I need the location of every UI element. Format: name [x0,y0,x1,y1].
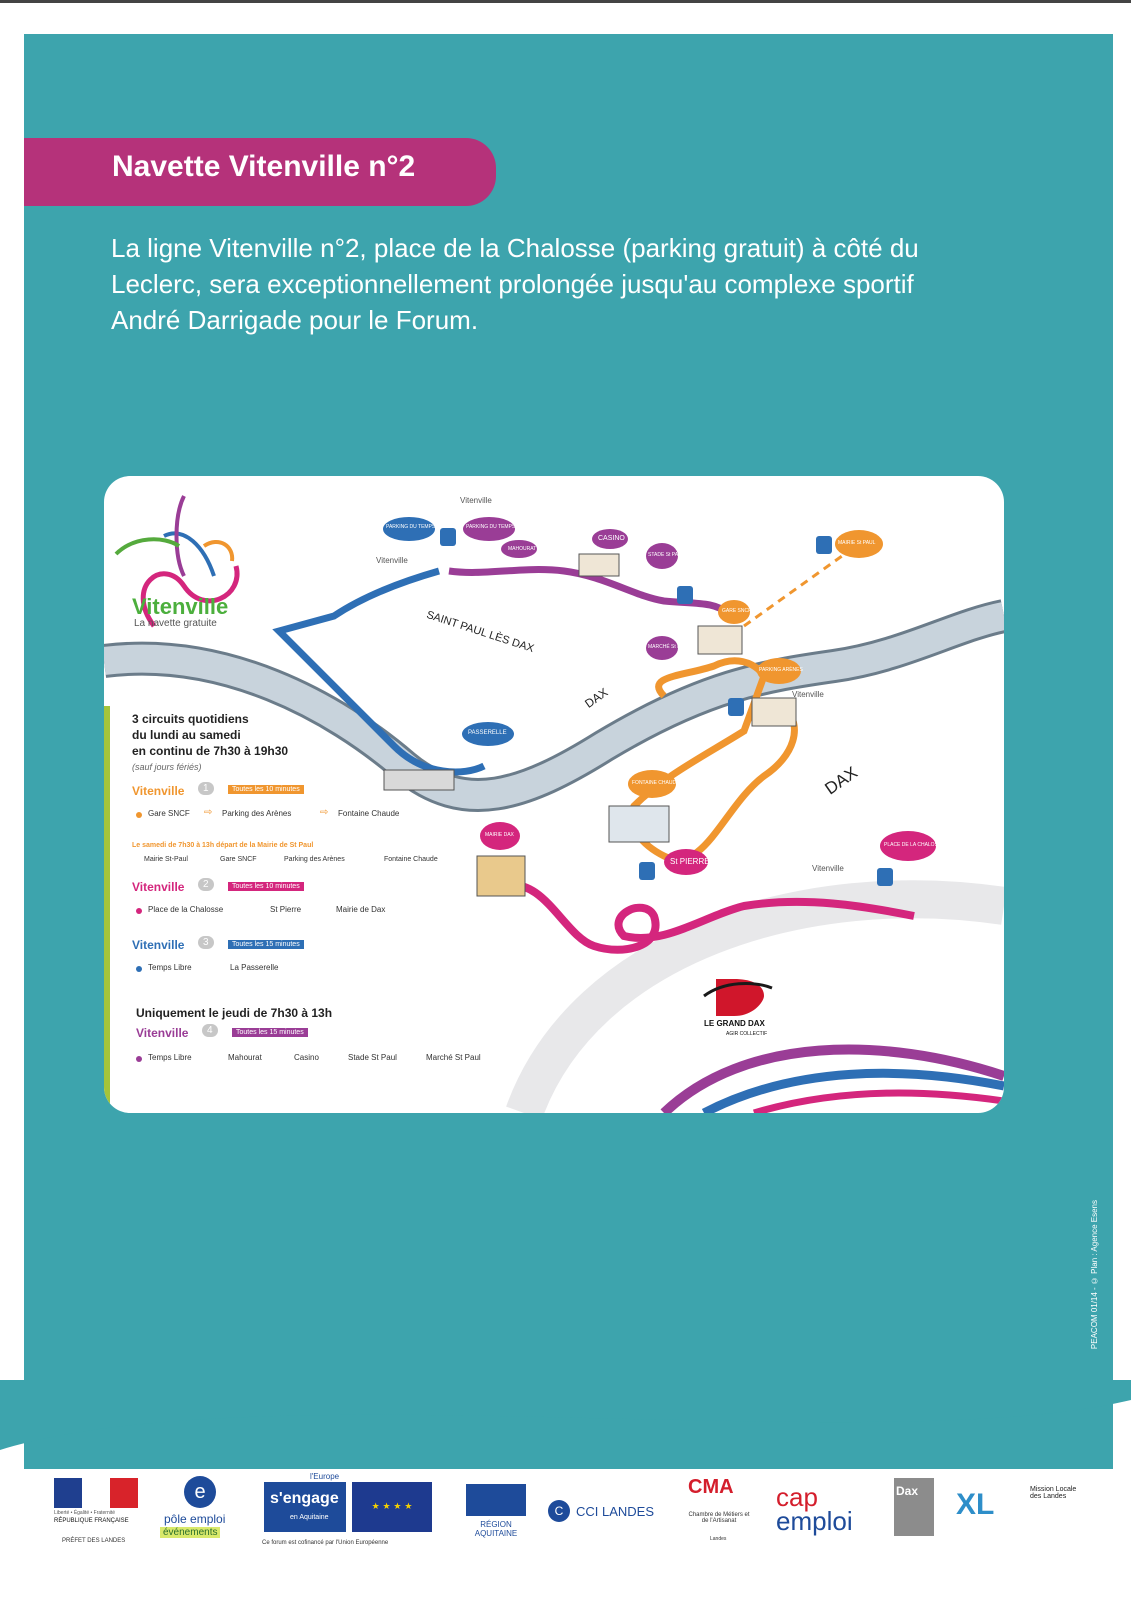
page-top-border [0,0,1131,3]
prefet-motto: Liberté • Égalité • Fraternité [54,1510,116,1516]
line3-stop-1: Temps Libre [148,963,192,972]
legend-heading-3: en continu de 7h30 à 19h30 [132,744,289,758]
intro-line-3: André Darrigade pour le Forum. [111,305,479,335]
line3-badge: 3 [198,936,214,949]
line4-stop-3: Casino [294,1053,319,1062]
line1-frequency: Toutes les 10 minutes [228,785,304,794]
label-saint-paul: SAINT PAUL LÈS DAX [424,608,536,656]
logo-prefet [54,1478,138,1508]
eu-flag: ★ ★ ★ ★ [352,1482,432,1532]
sat-stop-3: Parking des Arènes [284,856,345,863]
line1-stop-3: Fontaine Chaude [338,809,400,818]
brand-name: Vitenville [132,594,229,619]
line1-badge: 1 [198,782,214,795]
label-dax-2: DAX [821,762,861,799]
line2-frequency: Toutes les 10 minutes [228,882,304,891]
cma-mark: CMA [688,1476,734,1498]
legend-accent-bar [104,706,110,1113]
label-place-chalosse: PLACE DE LA CHALOSSE [884,842,945,848]
label-dax-1: DAX [582,685,611,711]
line2-bullet [136,908,142,914]
line1-bullet [136,812,142,818]
sat-stop-4: Fontaine Chaude [384,856,438,863]
line4-stop-2: Mahourat [228,1053,262,1062]
region-name: RÉGION AQUITAINE [474,1520,518,1538]
label-mahourat: MAHOURAT [508,546,537,552]
line3-bullet [136,966,142,972]
tag-vitenville-chalosse: Vitenville [812,864,844,873]
line3-label: Vitenville [132,938,185,952]
europe-mid: s'engage [270,1490,339,1507]
credit-text: PEACOM 01/14 - © Plan : Agence Esens [1090,1200,1099,1350]
line4-frequency: Toutes les 15 minutes [232,1028,308,1037]
europe-top: l'Europe [310,1472,340,1481]
europe-bottom: en Aquitaine [290,1514,329,1521]
title-tab [24,138,496,206]
cma-sub2: Landes [710,1536,727,1542]
line2-label: Vitenville [132,880,185,894]
label-passerelle: PASSERELLE [468,730,507,736]
line1-stop-2: Parking des Arènes [222,809,292,818]
pole-emploi-name: pôle emploi [164,1512,226,1526]
intro-line-2: Leclerc, sera exceptionnellement prolongée jusqu'au complexe sportif [111,269,914,299]
cma-sub: Chambre de Métiers et de l'Artisanat [688,1512,750,1524]
pole-emploi-icon: e [184,1476,216,1508]
label-st-pierre: St PIERRE [670,857,710,866]
route-map [104,476,1004,1113]
line4-stop-1: Temps Libre [148,1053,192,1062]
line4-stop-5: Marché St Paul [426,1053,481,1062]
label-marche-st-paul: MARCHÉ St PAUL [648,644,690,650]
tag-vitenville-left: Vitenville [376,556,408,565]
label-parking-temps-libre-2: PARKING DU TEMPS LIBRE [466,524,532,530]
prefet-sub: PRÉFET DES LANDES [62,1538,126,1544]
line1-label: Vitenville [132,784,185,798]
legend-heading-1: 3 circuits quotidiens [132,712,249,726]
label-mairie-dax: MAIRIE DAX [485,832,514,838]
line4-badge: 4 [202,1024,218,1037]
page-title: Navette Vitenville n°2 [112,150,416,183]
label-casino: CASINO [598,535,625,542]
label-mairie-st-paul: MAIRIE St PAUL [838,540,876,546]
cap-text: cap [776,1482,818,1512]
line1-arrow-1: ⇨ [204,807,213,818]
line4-stop-4: Stade St Paul [348,1053,397,1062]
saturday-note: Le samedi de 7h30 à 13h départ de la Mairie de St Paul [132,842,314,849]
line2-stop-1: Place de la Chalosse [148,905,224,914]
line2-badge: 2 [198,878,214,891]
xl-mark: XL [956,1488,995,1521]
line2-stop-2: St Pierre [270,905,302,914]
cci-name: CCI LANDES [576,1504,655,1519]
tag-vitenville-arenes: Vitenville [792,690,824,699]
line1-arrow-2: ⇨ [320,807,329,818]
label-stade-st-paul: STADE St PAUL [648,552,685,558]
pole-emploi-sub: événements [160,1527,220,1538]
legend-note: (sauf jours fériés) [132,762,202,772]
line2-stop-3: Mairie de Dax [336,905,386,914]
line3-stop-2: La Passerelle [230,963,279,972]
sat-stop-2: Gare SNCF [220,856,257,863]
line1-stop-1: Gare SNCF [148,809,190,818]
grand-dax-slogan: AGIR COLLECTIF [726,1031,768,1037]
label-parking-temps-libre-1: PARKING DU TEMPS LIBRE [386,524,452,530]
intro-line-1: La ligne Vitenville n°2, place de la Chalosse (parking gratuit) à côté du [111,233,919,263]
label-fontaine-chaude: FONTAINE CHAUDE [632,780,680,786]
thursday-heading: Uniquement le jeudi de 7h30 à 13h [136,1006,333,1020]
line4-bullet [136,1056,142,1062]
grand-dax-name: LE GRAND DAX [704,1019,765,1028]
brand-tagline: La navette gratuite [134,618,217,629]
cci-icon: C [548,1500,570,1522]
intro-text [111,230,1011,338]
line4-label: Vitenville [136,1026,189,1040]
legend-heading-2: du lundi au samedi [132,728,241,742]
region-logo [466,1484,526,1516]
sat-stop-1: Mairie St-Paul [144,856,188,863]
mission-text: Mission Locale des Landes [1030,1486,1077,1500]
dax-name: Dax [896,1484,919,1498]
label-parking-arenes: PARKING ARÈNES [759,667,803,673]
label-gare-sncf: GARE SNCF [722,608,752,614]
prefet-name: RÉPUBLIQUE FRANÇAISE [54,1518,129,1524]
europe-note: Ce forum est cofinancé par l'Union Européenne [262,1540,389,1546]
tag-vitenville-top: Vitenville [460,496,492,505]
emploi-text: emploi [776,1506,853,1536]
line3-frequency: Toutes les 15 minutes [228,940,304,949]
